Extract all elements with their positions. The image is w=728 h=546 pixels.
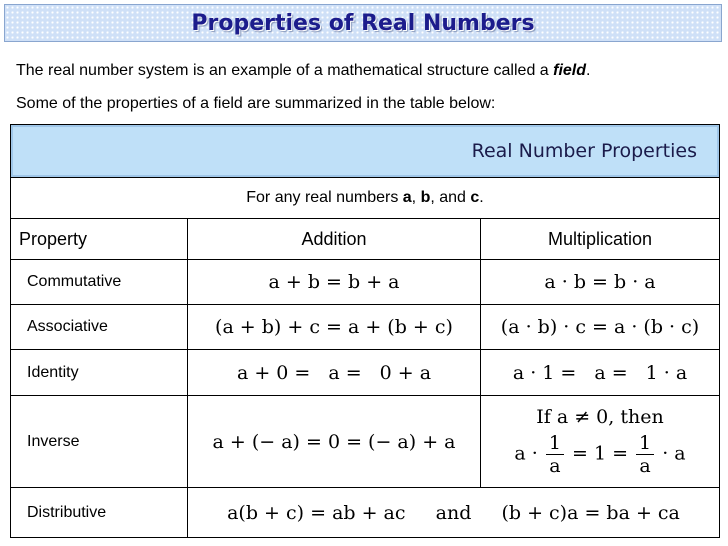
properties-table — [10, 124, 720, 538]
column-header-property: Property — [11, 219, 188, 260]
table-subheading: For any real numbers a, b, and c. — [11, 178, 720, 219]
column-header-row — [11, 219, 720, 260]
intro-text: The real number system is an example of a mathematical structure called a — [16, 62, 554, 79]
fraction: $\frac{1}{a}$ — [636, 432, 654, 477]
page-title: Properties of Real Numbers — [191, 10, 535, 36]
multiplication-formula: (a · b) · c = a · (b · c) — [481, 305, 720, 350]
property-name: Commutative — [11, 260, 188, 305]
intro-field-word: field — [553, 62, 587, 79]
property-name: Associative — [11, 305, 188, 350]
table-row — [11, 305, 720, 350]
title-banner — [4, 4, 722, 42]
distributive-formula: a(b + c) = ab + ac and (b + c)a = ba + ca — [188, 488, 720, 538]
addition-formula: a + 0 = a = 0 + a — [188, 350, 481, 396]
addition-formula: a + b = b + a — [188, 260, 481, 305]
table-row — [11, 260, 720, 305]
table-heading: Real Number Properties — [11, 125, 720, 178]
table-heading-row — [11, 125, 720, 178]
column-header-multiplication: Multiplication — [481, 219, 720, 260]
fraction: $\frac{1}{a}$ — [546, 432, 564, 477]
multiplication-formula: a · 1 = a = 1 · a — [481, 350, 720, 396]
property-name: Distributive — [11, 488, 188, 538]
intro-line-2: Some of the properties of a field are summarized in the table below: — [16, 95, 496, 112]
table-row — [11, 396, 720, 488]
intro-period: . — [586, 62, 591, 79]
property-name: Inverse — [11, 396, 188, 488]
addition-formula: (a + b) + c = a + (b + c) — [188, 305, 481, 350]
multiplication-formula: a · b = b · a — [481, 260, 720, 305]
multiplication-formula: If a ≠ 0, then a · $\frac{1}{a}$ = 1 = $\frac{1}{a}$ · a — [481, 396, 720, 488]
column-header-addition: Addition — [188, 219, 481, 260]
intro-line-1 — [16, 62, 590, 80]
table-row — [11, 350, 720, 396]
table-subheading-row — [11, 178, 720, 219]
property-name: Identity — [11, 350, 188, 396]
addition-formula: a + (− a) = 0 = (− a) + a — [188, 396, 481, 488]
inverse-condition: If a ≠ 0, then — [536, 406, 664, 428]
table-row — [11, 488, 720, 538]
